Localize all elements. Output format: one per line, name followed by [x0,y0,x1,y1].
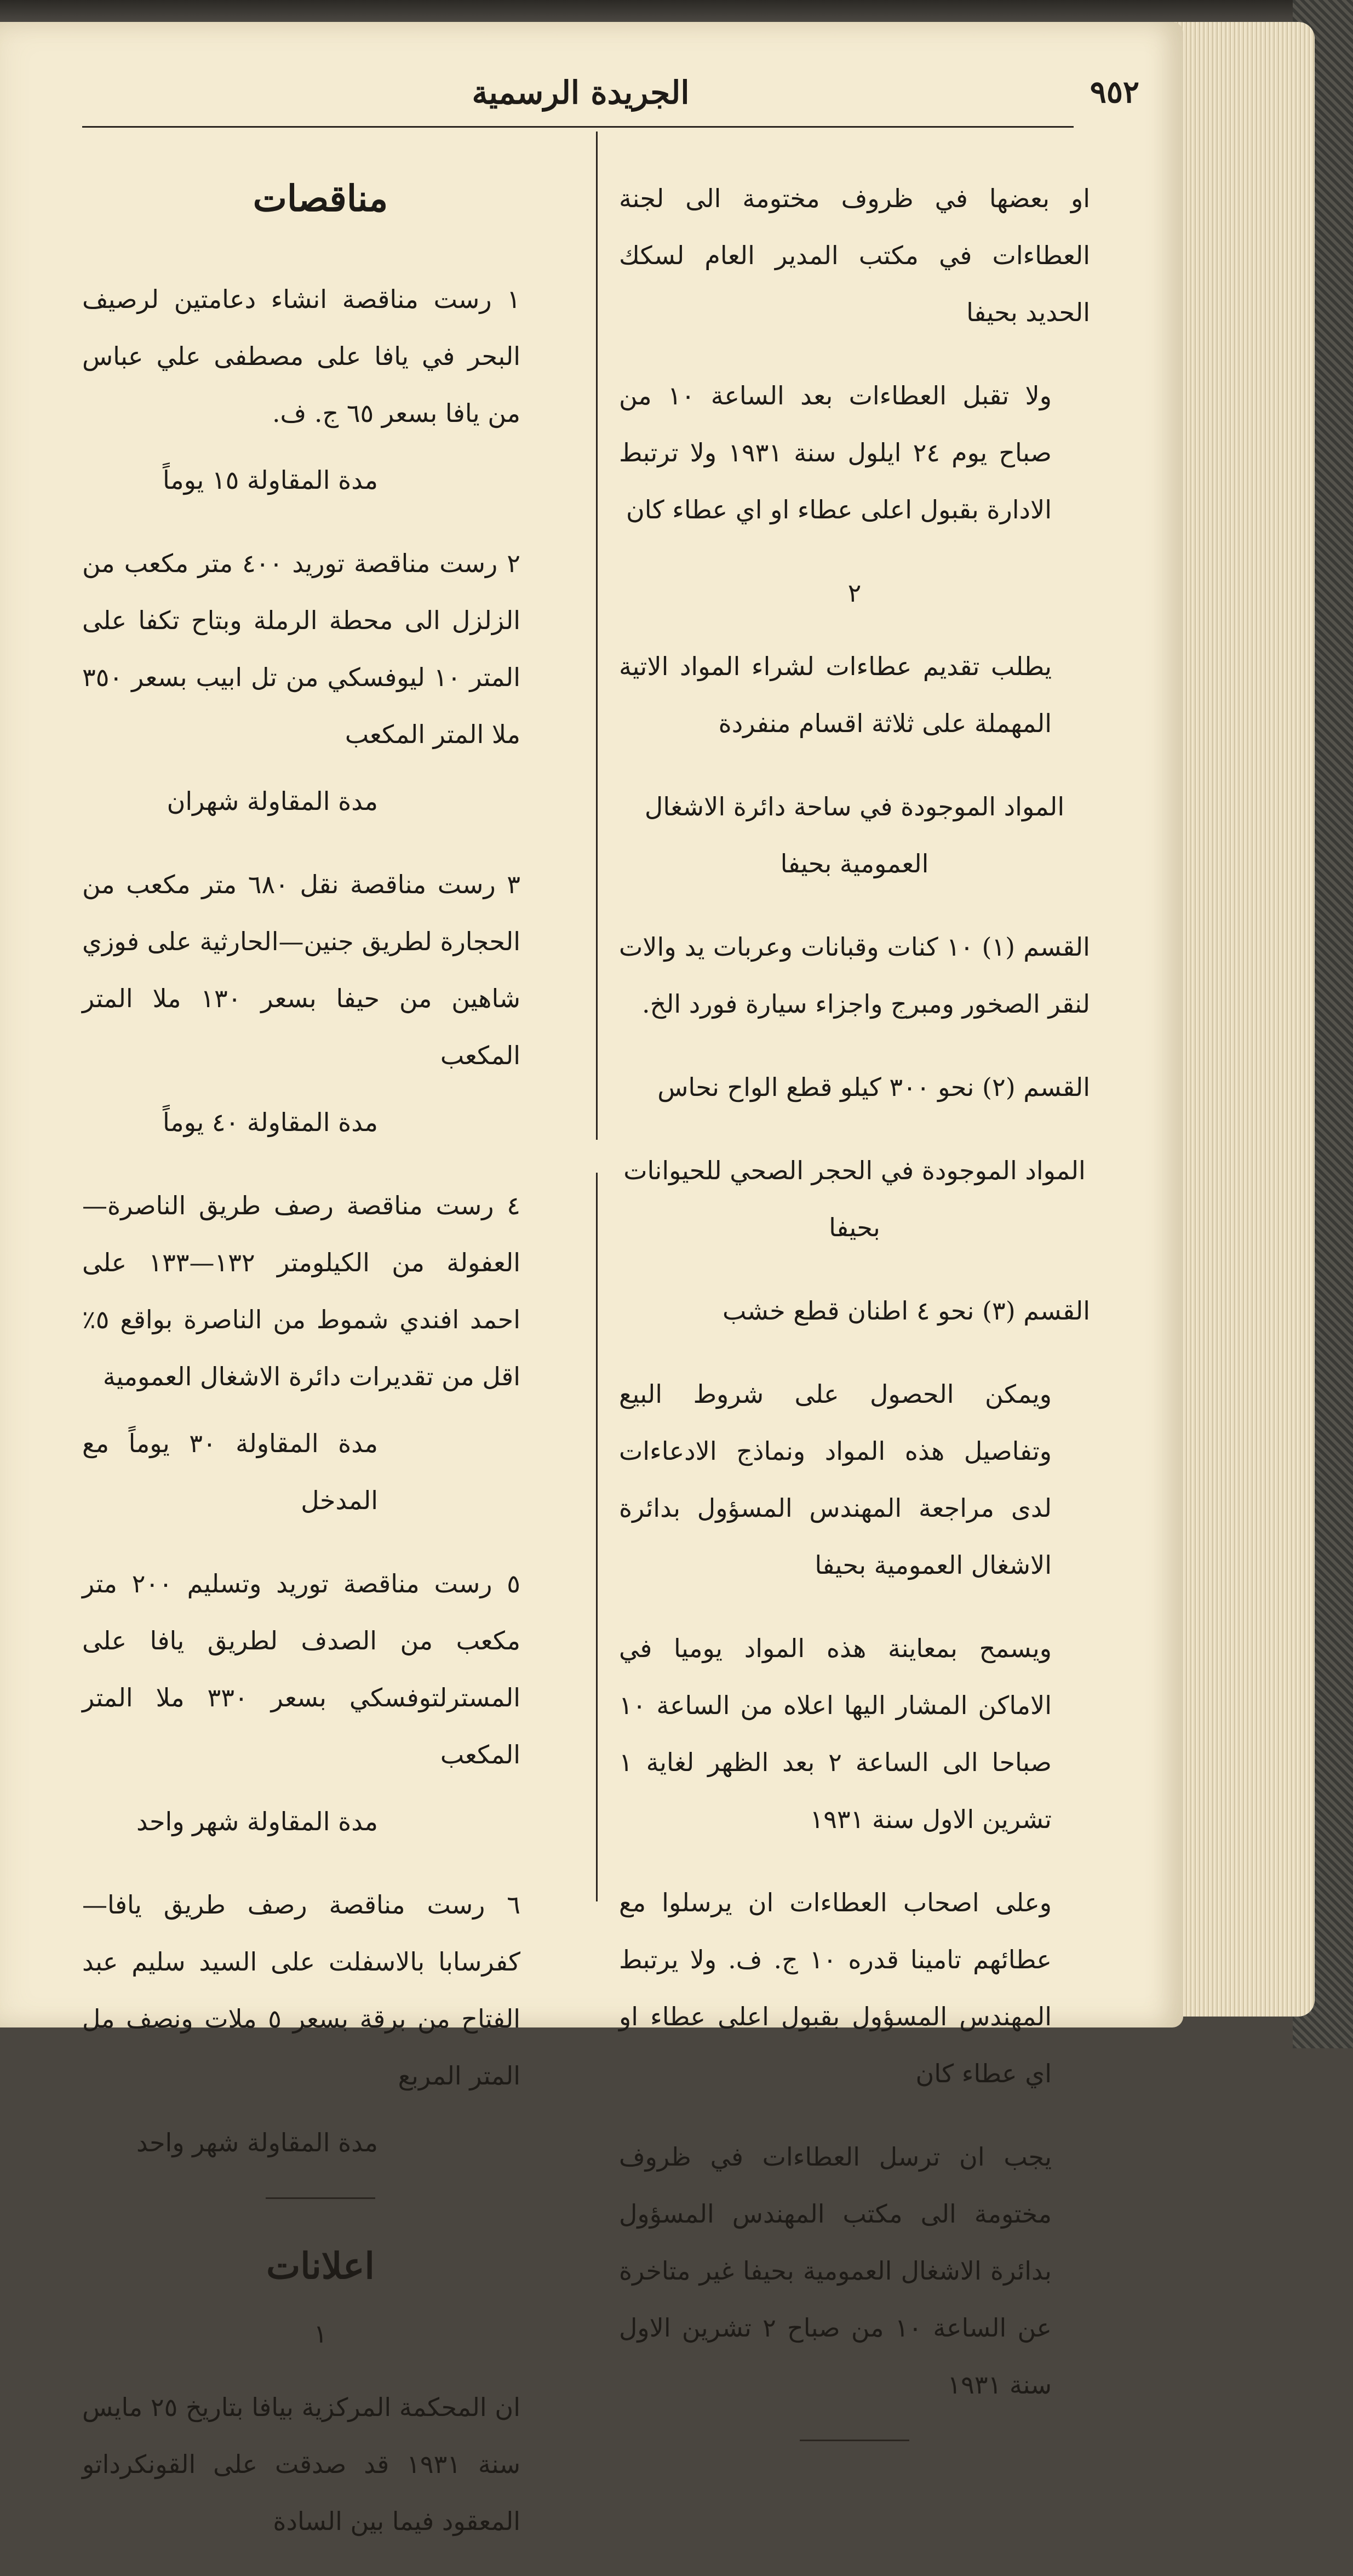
tender-duration-1: مدة المقاولة ١٥ يوماً [163,465,378,495]
heading-tenders: مناقصات [253,177,388,220]
paragraph-sale-conditions: ويمكن الحصول على شروط البيع وتفاصيل هذه المواد ونماذج الادعاءات لدى مراجعة المهندس المسؤول بدائرة الاشغال العمومية بحيفا [619,1379,1052,1580]
notice-number: ٢ [847,578,862,608]
section-separator [266,2197,375,2199]
running-head [82,74,1139,129]
column-divider-gap [593,1140,601,1173]
column-divider [596,132,598,1901]
tender-duration-5: مدة المقاولة شهر واحد [136,1807,378,1836]
left-column [82,170,559,2576]
paragraph-inspection: ويسمح بمعاينة هذه المواد يوميا في الاماكن المشار اليها اعلاه من الساعة ١٠ صباحا الى الساعة ٢ بعد الظهر لغاية ١ تشرين الاول سنة ١٩٣١ [619,1633,1052,1834]
paragraph-tender-submission: او بعضها في ظروف مختومة الى لجنة العطاءات في مكتب المدير العام لسكك الحديد بحيفا [619,184,1090,327]
header-rule [82,126,1074,128]
section-3: القسم (٣) نحو ٤ اطنان قطع خشب [723,1296,1090,1326]
tender-item-4: ٤ رست مناقصة رصف طريق الناصرة—العفولة من الكيلومتر ١٣٢—١٣٣ على احمد افندي شموط من الناصرة بواقع ٥٪ اقل من تقديرات دائرة الاشغال العمومية [82,1191,520,1391]
page-stack-edges [1167,22,1315,2017]
section-2: القسم (٢) نحو ٣٠٠ كيلو قطع الواح نحاس [657,1072,1090,1102]
tender-duration-6: مدة المقاولة شهر واحد [136,2128,378,2157]
tender-item-1: ١ رست مناقصة انشاء دعامتين لرصيف البحر في يافا على مصطفى علي عباس من يافا بسعر ٦٥ ج. ف. [82,284,520,428]
tender-duration-3: مدة المقاولة ٤٠ يوماً [163,1107,378,1137]
tender-duration-2: مدة المقاولة شهران [167,786,378,816]
announcement-number: ١ [313,2319,328,2349]
tender-item-6: ٦ رست مناقصة رصف طريق يافا—كفرسابا بالاسفلت على السيد سليم عبد الفتاح من برقة بسعر ٥ ملات ونصف مل المتر المربع [82,1890,520,2090]
right-column [619,170,1090,2480]
subheading-pwd-yard: المواد الموجودة في ساحة دائرة الاشغال العمومية بحيفا [644,792,1065,878]
heading-announcements: اعلانات [266,2244,375,2287]
announcement-paragraph: ان المحكمة المركزية بيافا بتاريخ ٢٥ مايس سنة ١٩٣١ قد صدقت على القونكرداتو المعقود فيما بين السادة [82,2392,520,2536]
paragraph-deposit: وعلى اصحاب العطاءات ان يرسلوا مع عطائهم تامينا قدره ١٠ ج. ف. ولا يرتبط المهندس المسؤول بقبول اعلى عطاء او اي عطاء كان [619,1888,1052,2088]
end-rule [800,2440,909,2441]
gazette-title: الجريدة الرسمية [472,74,690,111]
tender-item-3: ٣ رست مناقصة نقل ٦٨٠ متر مكعب من الحجارة لطريق جنين—الحارثية على فوزي شاهين من حيفا بسعر ١٣٠ ملا المتر المكعب [82,870,521,1070]
tender-duration-4: مدة المقاولة ٣٠ يوماً مع المدخل [82,1429,378,1515]
paragraph-deadline: ولا تقبل العطاءات بعد الساعة ١٠ من صباح يوم ٢٤ ايلول سنة ١٩٣١ ولا ترتبط الادارة بقبول اعلى عطاء او اي عطاء كان [619,381,1052,524]
gazette-page [0,22,1183,2536]
page-number: ٩٥٢ [1090,74,1139,110]
tender-item-2: ٢ رست مناقصة توريد ٤٠٠ متر مكعب من الزلزل الى محطة الرملة وبتاح تكفا على المتر ١٠ ليوفسكي من تل ابيب بسعر ٣٥٠ ملا المتر المكعب [82,549,520,749]
paragraph-submission: يجب ان ترسل العطاءات في ظروف مختومة الى مكتب المهندس المسؤول بدائرة الاشغال العمومية بحيفا غير متاخرة عن الساعة ١٠ من صباح ٢ تشرين الاول سنة ١٩٣١ [619,2142,1052,2400]
tender-item-5: ٥ رست مناقصة توريد وتسليم ٢٠٠ متر مكعب من الصدف لطريق يافا على المسترلتوفسكي بسعر ٣٣٠ ملا المتر المكعب [82,1569,520,1769]
paragraph-materials-intro: يطلب تقديم عطاءات لشراء المواد الاتية المهملة على ثلاثة اقسام منفردة [619,652,1052,738]
subheading-quarantine: المواد الموجودة في الحجر الصحي للحيوانات بحيفا [623,1156,1086,1242]
section-1: القسم (١) ١٠ كنات وقبانات وعربات يد والات لنقر الصخور ومبرج واجزاء سيارة فورد الخ. [619,932,1090,1019]
